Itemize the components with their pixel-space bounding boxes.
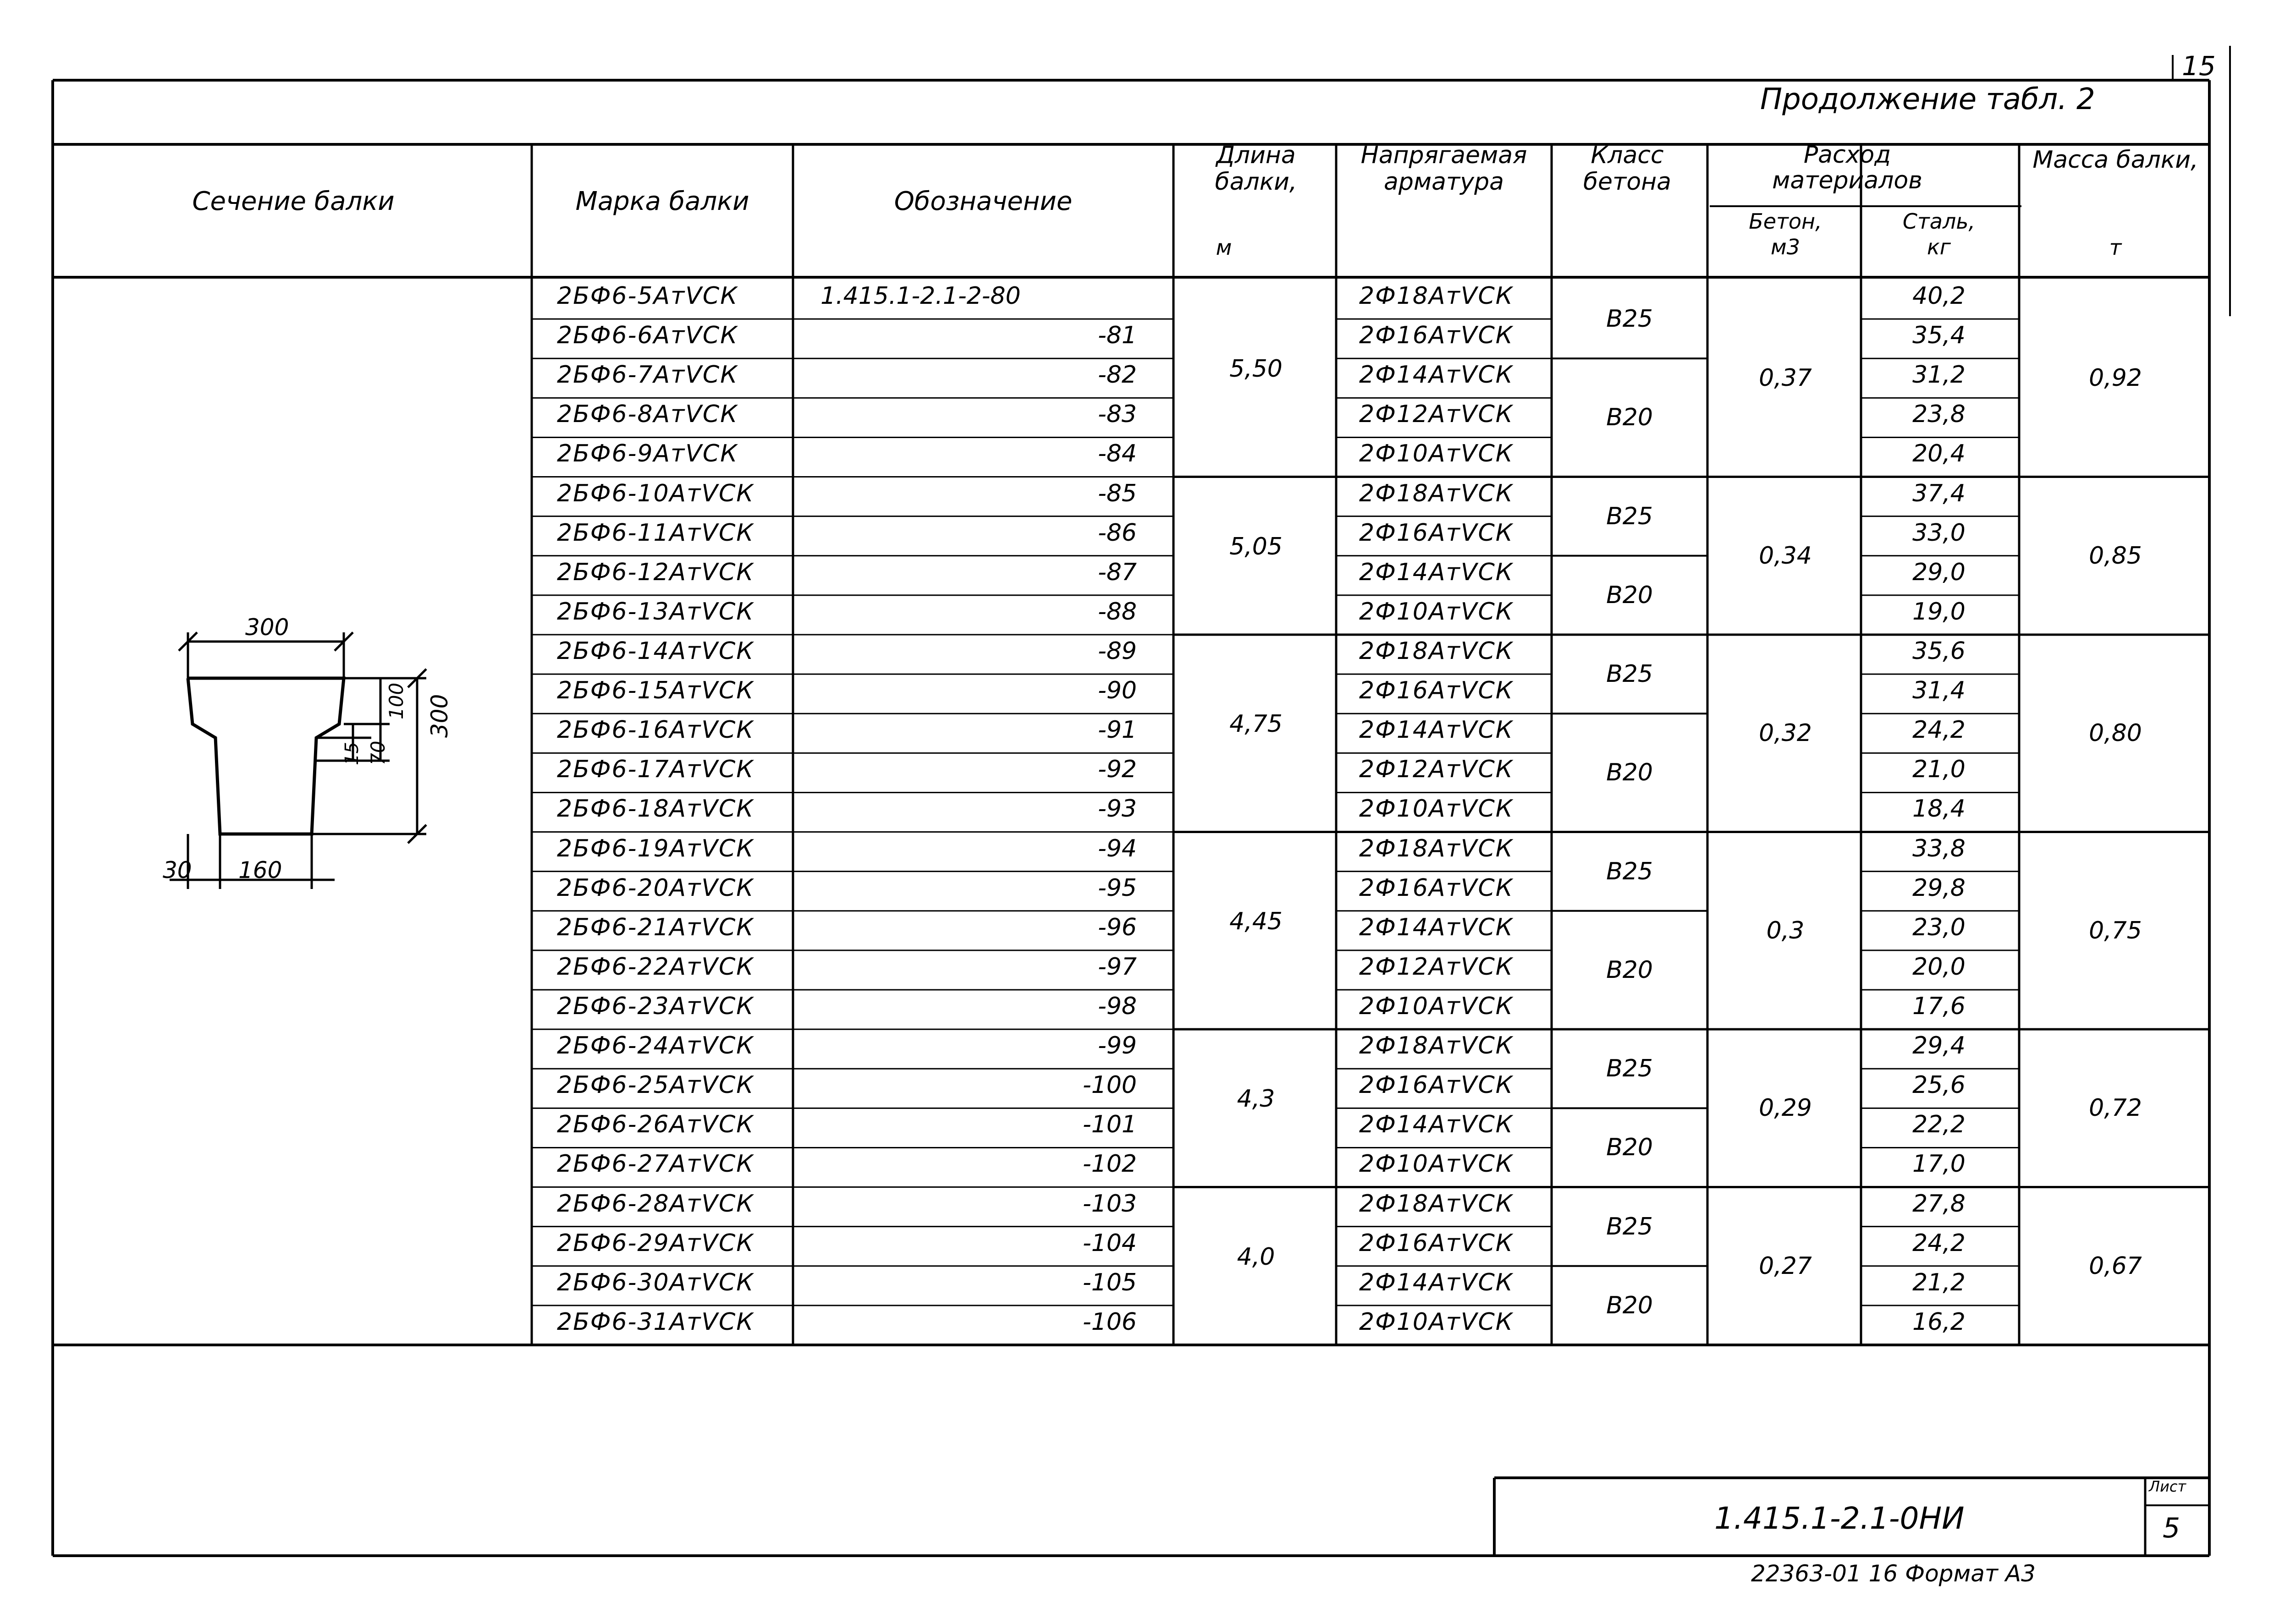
document-code: 1.415.1-2.1-0НИ	[1714, 1501, 1965, 1536]
group-class-b20: В20	[1606, 1134, 1653, 1162]
row-reinforcement: 2Ф10АтⅤСК	[1359, 598, 1514, 625]
dim-side-upper: 100	[385, 682, 407, 719]
header-mass-label: Масса балки,	[2032, 146, 2198, 174]
row-reinforcement: 2Ф14АтⅤСК	[1359, 1111, 1514, 1139]
row-mark: 2БФ6-21АтⅤСК	[557, 913, 754, 941]
row-mark: 2БФ6-19АтⅤСК	[557, 834, 754, 862]
row-mark: 2БФ6-14АтⅤСК	[557, 637, 754, 665]
row-steel: 17,0	[1912, 1150, 1966, 1178]
row-steel: 17,6	[1912, 993, 1966, 1020]
row-designation: -102	[1082, 1150, 1137, 1178]
group-class-b20: В20	[1606, 1291, 1653, 1319]
row-mark: 2БФ6-15АтⅤСК	[557, 677, 754, 705]
row-reinforcement: 2Ф14АтⅤСК	[1359, 1268, 1514, 1296]
row-reinforcement: 2Ф14АтⅤСК	[1359, 558, 1514, 586]
format-stamp: 22363-01 16 Формат А3	[1751, 1560, 2036, 1587]
row-reinforcement: 2Ф12АтⅤСК	[1359, 953, 1514, 981]
row-steel: 19,0	[1912, 598, 1966, 625]
group-class-b25: В25	[1606, 502, 1653, 530]
header-concrete	[1710, 208, 1861, 260]
row-steel: 24,2	[1912, 716, 1966, 744]
row-reinforcement: 2Ф16АтⅤСК	[1359, 874, 1514, 902]
row-steel: 31,4	[1912, 677, 1966, 705]
row-mark: 2БФ6-11АтⅤСК	[557, 519, 754, 547]
row-steel: 18,4	[1912, 795, 1966, 823]
header-consumption: Расход материалов	[1772, 141, 1922, 194]
row-designation: -99	[1098, 1032, 1137, 1060]
row-reinforcement: 2Ф14АтⅤСК	[1359, 716, 1514, 744]
group-concrete: 0,37	[1759, 364, 1812, 392]
row-reinforcement: 2Ф12АтⅤСК	[1359, 401, 1514, 428]
row-designation: 1.415.1-2.1-2-80	[820, 282, 1021, 310]
row-mark: 2БФ6-29АтⅤСК	[557, 1229, 754, 1257]
row-mark: 2БФ6-30АтⅤСК	[557, 1268, 754, 1296]
dim-bottom: 160	[238, 857, 282, 883]
row-steel: 29,0	[1912, 558, 1966, 586]
header-length-unit: м	[1216, 235, 1232, 260]
row-reinforcement: 2Ф16АтⅤСК	[1359, 322, 1514, 350]
sheet-number: 5	[2163, 1512, 2180, 1544]
group-mass: 0,92	[2089, 364, 2142, 392]
header-section: Сечение балки	[192, 187, 395, 216]
row-designation: -106	[1082, 1308, 1137, 1336]
row-steel: 33,0	[1912, 519, 1966, 547]
header-mass-unit: т	[2109, 235, 2122, 260]
group-length: 4,3	[1237, 1085, 1275, 1113]
header-steel-label: Сталь,	[1902, 209, 1976, 234]
row-reinforcement: 2Ф16АтⅤСК	[1359, 1229, 1514, 1257]
group-class-b20: В20	[1606, 404, 1653, 432]
header-concrete-unit: м3	[1771, 235, 1800, 259]
dim-height: 300	[426, 694, 453, 738]
header-steel-unit: кг	[1927, 235, 1951, 259]
group-mass: 0,80	[2089, 719, 2142, 747]
dim-side-mid: 70	[367, 741, 389, 765]
dim-ledge: 30	[163, 857, 192, 883]
header-length	[1178, 142, 1334, 195]
row-designation: -90	[1098, 677, 1137, 705]
row-designation: -87	[1098, 558, 1137, 586]
group-length: 4,75	[1229, 710, 1283, 738]
group-length: 5,50	[1229, 355, 1283, 383]
row-reinforcement: 2Ф18АтⅤСК	[1359, 479, 1514, 507]
continuation-label: Продолжение табл. 2	[1760, 82, 2095, 116]
group-class-b25: В25	[1606, 1055, 1653, 1083]
row-reinforcement: 2Ф10АтⅤСК	[1359, 1308, 1514, 1336]
row-designation: -91	[1098, 716, 1137, 744]
row-mark: 2БФ6-9АтⅤСК	[557, 440, 738, 468]
row-steel: 21,2	[1912, 1268, 1966, 1296]
row-reinforcement: 2Ф10АтⅤСК	[1359, 1150, 1514, 1178]
header-designation: Обозначение	[894, 187, 1073, 216]
header-concrete-class: Класс бетона	[1583, 142, 1672, 196]
row-steel: 20,0	[1912, 953, 1966, 981]
row-reinforcement: 2Ф12АтⅤСК	[1359, 756, 1514, 784]
group-concrete: 0,3	[1766, 916, 1805, 944]
row-steel: 37,4	[1912, 479, 1966, 507]
group-length: 5,05	[1229, 532, 1283, 560]
row-designation: -94	[1098, 834, 1137, 862]
group-class-b25: В25	[1606, 1213, 1653, 1240]
group-mass: 0,67	[2089, 1252, 2142, 1280]
row-steel: 25,6	[1912, 1071, 1966, 1099]
row-mark: 2БФ6-18АтⅤСК	[557, 795, 754, 823]
group-class-b20: В20	[1606, 759, 1653, 787]
row-reinforcement: 2Ф10АтⅤСК	[1359, 440, 1514, 468]
group-class-b25: В25	[1606, 857, 1653, 885]
page-number: 15	[2182, 50, 2216, 82]
row-mark: 2БФ6-28АтⅤСК	[557, 1190, 754, 1218]
group-class-b25: В25	[1606, 305, 1653, 333]
row-mark: 2БФ6-20АтⅤСК	[557, 874, 754, 902]
row-mark: 2БФ6-23АтⅤСК	[557, 993, 754, 1020]
dim-side-small: 15	[341, 742, 363, 765]
row-designation: -85	[1098, 479, 1137, 507]
row-steel: 20,4	[1912, 440, 1966, 468]
row-designation: -92	[1098, 756, 1137, 784]
row-designation: -95	[1098, 874, 1137, 902]
row-mark: 2БФ6-13АтⅤСК	[557, 598, 754, 625]
row-steel: 16,2	[1912, 1308, 1966, 1336]
row-mark: 2БФ6-8АтⅤСК	[557, 401, 738, 428]
row-reinforcement: 2Ф10АтⅤСК	[1359, 993, 1514, 1020]
row-designation: -81	[1098, 322, 1137, 350]
row-mark: 2БФ6-5АтⅤСК	[557, 282, 738, 310]
group-length: 4,45	[1229, 907, 1283, 935]
row-steel: 31,2	[1912, 361, 1966, 389]
group-class-b25: В25	[1606, 660, 1653, 688]
row-steel: 33,8	[1912, 834, 1966, 862]
row-steel: 21,0	[1912, 756, 1966, 784]
group-class-b20: В20	[1606, 956, 1653, 984]
row-mark: 2БФ6-26АтⅤСК	[557, 1111, 754, 1139]
row-mark: 2БФ6-31АтⅤСК	[557, 1308, 754, 1336]
row-mark: 2БФ6-25АтⅤСК	[557, 1071, 754, 1099]
row-reinforcement: 2Ф16АтⅤСК	[1359, 677, 1514, 705]
row-mark: 2БФ6-24АтⅤСК	[557, 1032, 754, 1060]
row-mark: 2БФ6-12АтⅤСК	[557, 558, 754, 586]
row-designation: -88	[1098, 598, 1137, 625]
row-reinforcement: 2Ф18АтⅤСК	[1359, 637, 1514, 665]
sheet-label: Лист	[2149, 1478, 2186, 1495]
group-concrete: 0,27	[1759, 1252, 1812, 1280]
row-designation: -97	[1098, 953, 1137, 981]
row-mark: 2БФ6-17АтⅤСК	[557, 756, 754, 784]
row-designation: -105	[1082, 1268, 1137, 1296]
row-mark: 2БФ6-22АтⅤСК	[557, 953, 754, 981]
header-length-label: Длина балки,	[1215, 142, 1297, 196]
row-designation: -100	[1082, 1071, 1137, 1099]
row-reinforcement: 2Ф14АтⅤСК	[1359, 913, 1514, 941]
row-steel: 23,8	[1912, 401, 1966, 428]
row-reinforcement: 2Ф18АтⅤСК	[1359, 834, 1514, 862]
row-mark: 2БФ6-27АтⅤСК	[557, 1150, 754, 1178]
row-steel: 23,0	[1912, 913, 1966, 941]
row-designation: -101	[1082, 1111, 1137, 1139]
header-mass	[2021, 147, 2209, 173]
group-concrete: 0,29	[1759, 1094, 1812, 1122]
header-concrete-label: Бетон,	[1749, 209, 1822, 234]
row-reinforcement: 2Ф14АтⅤСК	[1359, 361, 1514, 389]
row-mark: 2БФ6-6АтⅤСК	[557, 322, 738, 350]
row-steel: 29,4	[1912, 1032, 1966, 1060]
row-designation: -98	[1098, 993, 1137, 1020]
row-designation: -83	[1098, 401, 1137, 428]
group-mass: 0,72	[2089, 1094, 2142, 1122]
header-steel	[1863, 208, 2015, 260]
row-steel: 22,2	[1912, 1111, 1966, 1139]
row-reinforcement: 2Ф18АтⅤСК	[1359, 1190, 1514, 1218]
row-reinforcement: 2Ф18АтⅤСК	[1359, 282, 1514, 310]
row-designation: -86	[1098, 519, 1137, 547]
row-steel: 27,8	[1912, 1190, 1966, 1218]
group-class-b20: В20	[1606, 581, 1653, 609]
row-steel: 29,8	[1912, 874, 1966, 902]
group-mass: 0,85	[2089, 542, 2142, 570]
row-steel: 40,2	[1912, 282, 1966, 310]
row-steel: 35,6	[1912, 637, 1966, 665]
row-designation: -103	[1082, 1190, 1137, 1218]
header-mark: Марка балки	[575, 187, 749, 216]
row-reinforcement: 2Ф16АтⅤСК	[1359, 519, 1514, 547]
group-length: 4,0	[1237, 1243, 1275, 1271]
row-designation: -104	[1082, 1229, 1137, 1257]
row-steel: 24,2	[1912, 1229, 1966, 1257]
row-steel: 35,4	[1912, 322, 1966, 350]
group-mass: 0,75	[2089, 916, 2142, 944]
row-designation: -93	[1098, 795, 1137, 823]
row-designation: -84	[1098, 440, 1137, 468]
row-designation: -96	[1098, 913, 1137, 941]
row-reinforcement: 2Ф16АтⅤСК	[1359, 1071, 1514, 1099]
row-mark: 2БФ6-16АтⅤСК	[557, 716, 754, 744]
row-reinforcement: 2Ф18АтⅤСК	[1359, 1032, 1514, 1060]
header-reinforcement: Напрягаемая арматура	[1360, 142, 1527, 196]
row-mark: 2БФ6-7АтⅤСК	[557, 361, 738, 389]
dim-top: 300	[245, 614, 289, 641]
row-designation: -89	[1098, 637, 1137, 665]
row-reinforcement: 2Ф10АтⅤСК	[1359, 795, 1514, 823]
group-concrete: 0,32	[1759, 719, 1812, 747]
row-mark: 2БФ6-10АтⅤСК	[557, 479, 754, 507]
group-concrete: 0,34	[1759, 542, 1812, 570]
row-designation: -82	[1098, 361, 1137, 389]
beam-section-outline	[188, 678, 344, 834]
